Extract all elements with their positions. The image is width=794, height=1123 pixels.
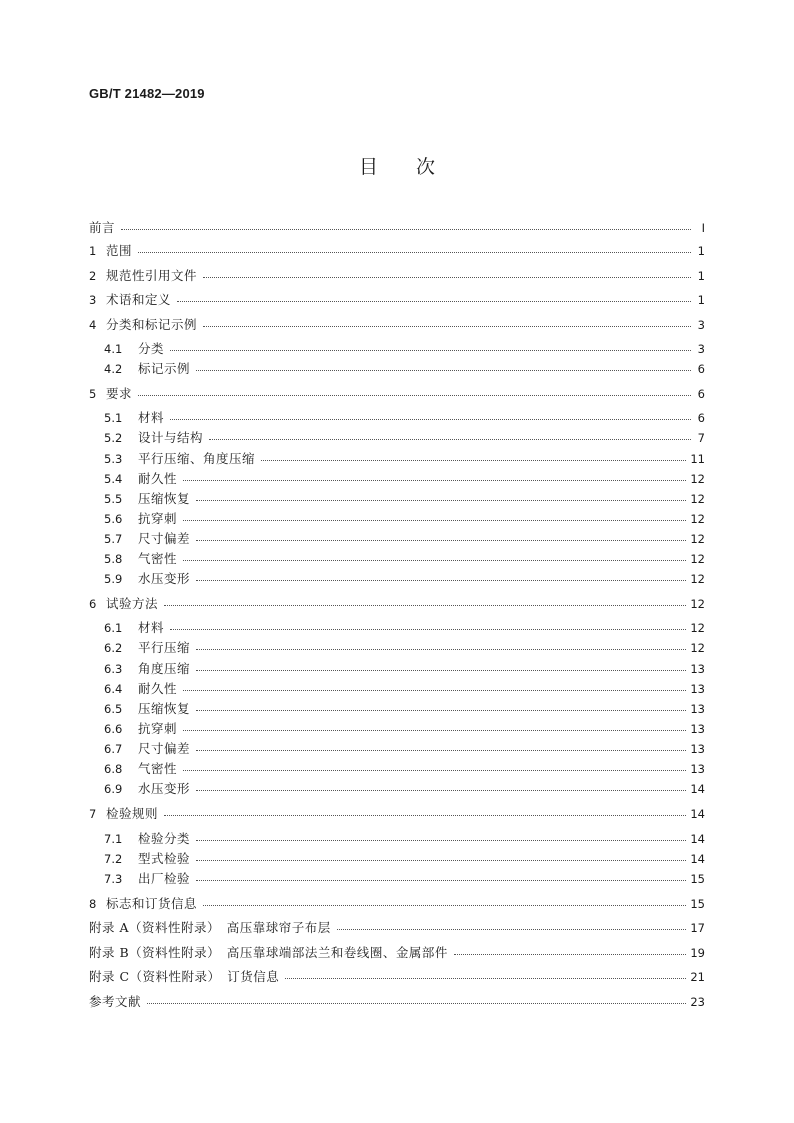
toc-entry[interactable] — [104, 339, 705, 359]
toc-entry-label: 压缩恢复 — [138, 701, 191, 716]
dot-leader — [203, 266, 691, 278]
toc-entry-label: 范围 — [106, 243, 133, 258]
toc-entry-label: 型式检验 — [138, 851, 191, 866]
dot-leader — [196, 489, 686, 501]
toc-entry-label: 压缩恢复 — [138, 491, 191, 506]
toc-entry-number: 6.8 — [104, 762, 123, 776]
toc-entry-page: 6 — [697, 411, 705, 425]
dot-leader — [337, 918, 687, 930]
toc-entry-page: 12 — [690, 472, 705, 486]
toc-entry-number: 7.1 — [104, 832, 123, 846]
toc-entry-label: 抗穿刺 — [138, 721, 178, 736]
dot-leader — [196, 569, 686, 581]
toc-entry-number: 1 — [89, 244, 97, 258]
toc-entry-number: 5.6 — [104, 512, 123, 526]
toc-entry[interactable] — [104, 529, 705, 549]
toc-entry-page: 13 — [690, 742, 705, 756]
toc-entry[interactable] — [89, 290, 705, 310]
standard-code: GB/T 21482—2019 — [89, 86, 205, 101]
toc-entry-number: 6 — [89, 597, 97, 611]
toc-entry[interactable] — [104, 618, 705, 638]
dot-leader — [183, 549, 686, 561]
dot-leader — [196, 529, 686, 541]
toc-entry-number: 8 — [89, 897, 97, 911]
dot-leader — [454, 943, 686, 955]
toc-entry-page: 12 — [690, 641, 705, 655]
toc-entry-label: 附录 B（资料性附录） 高压靠球端部法兰和卷线圈、金属部件 — [89, 945, 448, 960]
toc-entry-label: 平行压缩 — [138, 640, 191, 655]
toc-entry-page: 14 — [690, 852, 705, 866]
toc-entry-number: 4 — [89, 318, 97, 332]
dot-leader — [196, 869, 686, 881]
page-title: 目 次 — [358, 156, 435, 178]
dot-leader — [170, 618, 686, 630]
toc-entry-number: 3 — [89, 293, 97, 307]
toc-entry-number: 7.2 — [104, 852, 123, 866]
dot-leader — [285, 967, 686, 979]
toc-entry[interactable] — [89, 992, 705, 1012]
dot-leader — [164, 594, 686, 606]
toc-entry-label: 水压变形 — [138, 781, 191, 796]
toc-entry-label: 分类 — [138, 341, 165, 356]
toc-entry[interactable] — [104, 359, 705, 379]
toc-entry-page: 3 — [697, 342, 705, 356]
dot-leader — [170, 339, 691, 351]
toc-entry[interactable] — [104, 569, 705, 589]
toc-entry-page: 6 — [697, 362, 705, 376]
dot-leader — [183, 719, 686, 731]
toc-entry-number: 5.5 — [104, 492, 123, 506]
dot-leader — [196, 359, 691, 371]
toc-entry-page: 14 — [690, 782, 705, 796]
toc-entry-page: 6 — [697, 387, 705, 401]
toc-entry-label: 检验分类 — [138, 831, 191, 846]
dot-leader — [183, 509, 686, 521]
toc-entry[interactable] — [89, 804, 705, 824]
dot-leader — [196, 699, 686, 711]
toc-entry[interactable] — [89, 967, 705, 987]
dot-leader — [138, 384, 691, 396]
toc-entry-page: 12 — [690, 552, 705, 566]
toc-entry-page: 12 — [690, 597, 705, 611]
toc-entry[interactable] — [104, 739, 705, 759]
dot-leader — [177, 290, 691, 302]
toc-entry[interactable] — [104, 779, 705, 799]
dot-leader — [196, 638, 686, 650]
toc-entry[interactable] — [104, 408, 705, 428]
toc-entry[interactable] — [89, 266, 705, 286]
dot-leader — [183, 759, 686, 771]
toc-entry-page: 1 — [697, 293, 705, 307]
toc-entry[interactable] — [89, 894, 705, 914]
dot-leader — [183, 469, 686, 481]
dot-leader — [164, 804, 686, 816]
toc-entry-label: 检验规则 — [106, 806, 159, 821]
toc-entry-page: 23 — [690, 995, 705, 1009]
toc-entry-number: 6.9 — [104, 782, 123, 796]
toc-entry[interactable] — [104, 509, 705, 529]
toc-entry-number: 5.7 — [104, 532, 123, 546]
toc-entry-number: 6.5 — [104, 702, 123, 716]
toc-entry-label: 设计与结构 — [138, 430, 204, 445]
toc-entry-label: 标志和订货信息 — [106, 896, 198, 911]
toc-entry[interactable] — [104, 679, 705, 699]
toc-entry-number: 6.4 — [104, 682, 123, 696]
toc-entry-number: 6.1 — [104, 621, 123, 635]
toc-entry[interactable] — [104, 489, 705, 509]
toc-entry-page: 12 — [690, 492, 705, 506]
dot-leader — [170, 408, 691, 420]
toc-entry[interactable] — [104, 638, 705, 658]
dot-leader — [121, 218, 691, 230]
dot-leader — [196, 779, 686, 791]
dot-leader — [196, 849, 686, 861]
dot-leader — [196, 739, 686, 751]
toc-entry-page: 14 — [690, 807, 705, 821]
toc-entry[interactable] — [104, 469, 705, 489]
toc-entry-page: 13 — [690, 702, 705, 716]
toc-entry[interactable] — [104, 869, 705, 889]
toc-entry-page: 13 — [690, 762, 705, 776]
toc-entry-page: 21 — [690, 970, 705, 984]
toc-entry-page: 11 — [690, 452, 705, 466]
toc-entry-number: 6.3 — [104, 662, 123, 676]
toc-entry-label: 试验方法 — [106, 596, 159, 611]
toc-entry[interactable] — [89, 918, 705, 938]
toc-entry-page: 7 — [697, 431, 705, 445]
toc-entry-number: 4.2 — [104, 362, 123, 376]
toc-entry[interactable] — [89, 384, 705, 404]
toc-entry-label: 水压变形 — [138, 571, 191, 586]
toc-entry-label: 抗穿刺 — [138, 511, 178, 526]
toc-entry[interactable] — [104, 449, 705, 469]
toc-entry-label: 要求 — [106, 386, 133, 401]
dot-leader — [261, 449, 686, 461]
dot-leader — [203, 315, 691, 327]
toc-entry[interactable] — [104, 849, 705, 869]
toc-entry-page: 17 — [690, 921, 705, 935]
toc-entry-number: 6.2 — [104, 641, 123, 655]
toc-entry-number: 5.2 — [104, 431, 123, 445]
toc-entry-number: 6.6 — [104, 722, 123, 736]
toc-entry-label: 规范性引用文件 — [106, 268, 198, 283]
toc-entry[interactable] — [104, 719, 705, 739]
toc-entry-label: 尺寸偏差 — [138, 741, 191, 756]
toc-entry[interactable] — [89, 594, 705, 614]
dot-leader — [209, 428, 691, 440]
toc-entry-label: 角度压缩 — [138, 661, 191, 676]
dot-leader — [203, 894, 686, 906]
toc-entry-label: 标记示例 — [138, 361, 191, 376]
toc-entry[interactable] — [104, 428, 705, 448]
toc-entry[interactable] — [104, 659, 705, 679]
toc-entry[interactable] — [89, 218, 705, 238]
toc-entry-number: 5.3 — [104, 452, 123, 466]
toc-entry-number: 2 — [89, 269, 97, 283]
toc-entry-label: 材料 — [138, 620, 165, 635]
toc-entry[interactable] — [104, 699, 705, 719]
toc-entry-page: 1 — [697, 269, 705, 283]
dot-leader — [196, 659, 686, 671]
dot-leader — [196, 829, 686, 841]
toc-entry-label: 材料 — [138, 410, 165, 425]
toc-entry-label: 气密性 — [138, 551, 178, 566]
toc-entry-page: 13 — [690, 722, 705, 736]
toc-entry-page: 14 — [690, 832, 705, 846]
toc-entry-number: 5.4 — [104, 472, 123, 486]
toc-entry[interactable] — [104, 549, 705, 569]
dot-leader — [147, 992, 686, 1004]
toc-entry-number: 5.9 — [104, 572, 123, 586]
toc-entry-page: 3 — [697, 318, 705, 332]
toc-entry-label: 耐久性 — [138, 681, 178, 696]
toc-entry-page: 13 — [690, 682, 705, 696]
toc-entry-page: 12 — [690, 512, 705, 526]
toc-entry-label: 附录 A（资料性附录） 高压靠球帘子布层 — [89, 920, 331, 935]
toc-entry[interactable] — [104, 759, 705, 779]
toc-entry-page: 15 — [690, 897, 705, 911]
toc-entry-number: 7 — [89, 807, 97, 821]
toc-entry-label: 平行压缩、角度压缩 — [138, 451, 256, 466]
toc-entry-number: 4.1 — [104, 342, 123, 356]
toc-entry-page: 12 — [690, 532, 705, 546]
toc-entry[interactable] — [89, 315, 705, 335]
toc-entry-page: 13 — [690, 662, 705, 676]
toc-entry-page: 19 — [690, 946, 705, 960]
toc-entry[interactable] — [104, 829, 705, 849]
toc-entry-page: Ⅰ — [701, 221, 705, 235]
toc-entry-number: 5.8 — [104, 552, 123, 566]
toc-entry-label: 尺寸偏差 — [138, 531, 191, 546]
toc-entry-label: 分类和标记示例 — [106, 317, 198, 332]
toc-entry-number: 5 — [89, 387, 97, 401]
dot-leader — [183, 679, 686, 691]
toc-entry-label: 参考文献 — [89, 994, 142, 1009]
toc-entry-label: 气密性 — [138, 761, 178, 776]
toc-entry[interactable] — [89, 943, 705, 963]
toc-entry-label: 耐久性 — [138, 471, 178, 486]
toc-entry-page: 1 — [697, 244, 705, 258]
toc-entry-page: 15 — [690, 872, 705, 886]
toc-entry-page: 12 — [690, 621, 705, 635]
toc-entry-label: 前言 — [89, 220, 116, 235]
toc-entry-label: 出厂检验 — [138, 871, 191, 886]
toc-entry-page: 12 — [690, 572, 705, 586]
dot-leader — [138, 241, 691, 253]
toc-entry-number: 5.1 — [104, 411, 123, 425]
toc-entry-number: 7.3 — [104, 872, 123, 886]
toc-entry-label: 附录 C（资料性附录） 订货信息 — [89, 969, 280, 984]
toc-entry-number: 6.7 — [104, 742, 123, 756]
toc-entry[interactable] — [89, 241, 705, 261]
toc-entry-label: 术语和定义 — [106, 292, 172, 307]
